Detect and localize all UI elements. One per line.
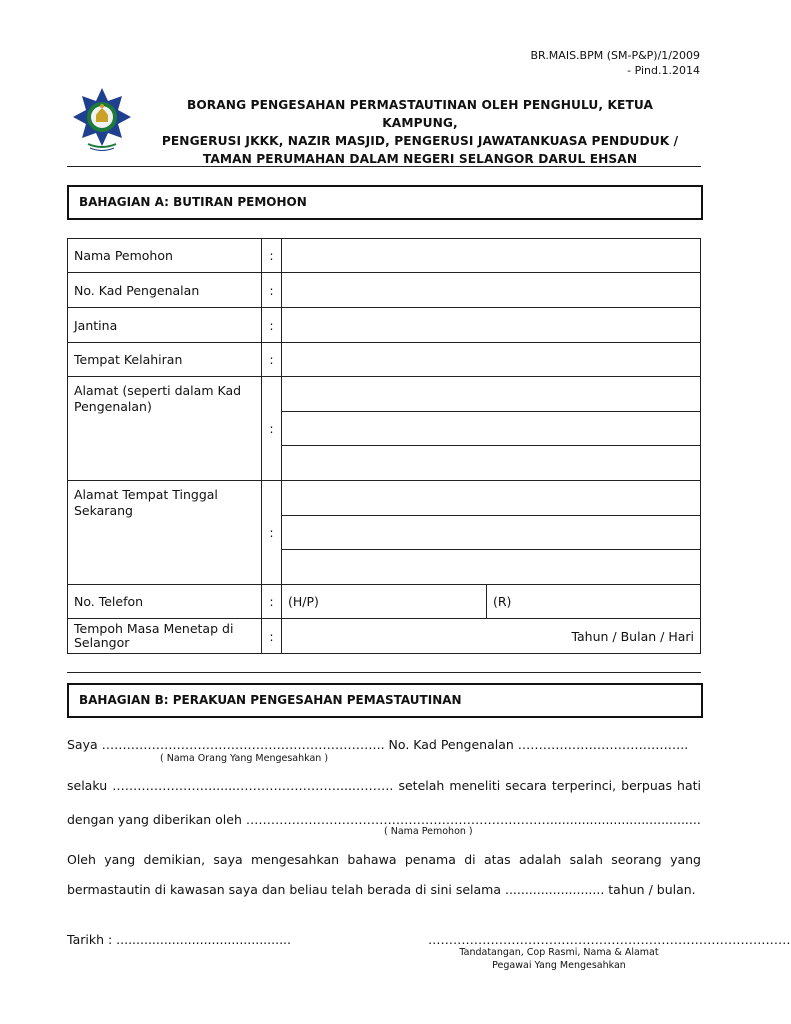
input-ic[interactable] — [282, 273, 701, 308]
input-tempat-lahir[interactable] — [282, 343, 701, 377]
input-telefon-r[interactable] — [487, 585, 701, 619]
label-alamat-sekarang: Alamat Tempat Tinggal Sekarang — [68, 481, 262, 585]
note-nama-pengesah: ( Nama Orang Yang Mengesahkan ) — [160, 753, 329, 764]
input-alamat-sekarang-line-3[interactable] — [282, 550, 701, 585]
note-nama-pemohon: ( Nama Pemohon ) — [384, 826, 473, 837]
form-revision: - Pind.1.2014 — [627, 64, 700, 77]
form-reference-code: BR.MAIS.BPM (SM-P&P)/1/2009 — [530, 49, 700, 62]
mais-crest-logo — [66, 84, 138, 154]
section-a-heading-box — [67, 185, 703, 220]
label-tempat-lahir: Tempat Kelahiran — [68, 343, 262, 377]
applicant-details-table: Nama Pemohon : No. Kad Pengenalan : Jantina : Tempat Kelahiran : Alamat (seperti dalam Kad Pengenalan) : Alamat Tempat Tinggal Sekarang : No. Telefon : (H/P) (R) Tempoh Masa Menetap di Selangor : Tahun / Bulan / Hari — [67, 238, 701, 654]
input-alamat-ic-line-2[interactable] — [282, 412, 701, 446]
duration-units: Tahun / Bulan / Hari — [571, 628, 694, 644]
input-telefon-hp[interactable] — [282, 585, 487, 619]
signature-label-2: Pegawai Yang Mengesahkan — [492, 960, 626, 971]
declaration-line-3: dengan yang diberikan oleh ……………………………………………………….………...................................... — [67, 812, 701, 827]
section-b-heading-box — [67, 683, 703, 718]
label-ic: No. Kad Pengenalan — [68, 273, 262, 308]
label-alamat-ic: Alamat (seperti dalam Kad Pengenalan) — [68, 377, 262, 481]
signature-line[interactable]: …………………………………………………………………………… — [428, 932, 791, 947]
declaration-line-1: Saya ………………………………………………………….. No. Kad Pengenalan ………………………………….. — [67, 737, 689, 752]
input-alamat-sekarang-line-1[interactable] — [282, 481, 701, 516]
header-divider — [67, 166, 701, 167]
label-tempoh: Tempoh Masa Menetap di Selangor — [68, 619, 262, 654]
form-title — [150, 96, 690, 168]
input-jantina[interactable] — [282, 308, 701, 343]
signature-label-1: Tandatangan, Cop Rasmi, Nama & Alamat — [459, 947, 659, 958]
input-alamat-sekarang-line-2[interactable] — [282, 516, 701, 550]
section-divider — [67, 672, 701, 673]
form-title-line-2: PENGERUSI JKKK, NAZIR MASJID, PENGERUSI JAWATANKUASA PENDUDUK / — [161, 134, 679, 148]
phone-hp-label: (H/P) — [288, 594, 319, 609]
label-telefon: No. Telefon — [68, 585, 262, 619]
label-nama-pemohon: Nama Pemohon — [68, 239, 262, 273]
form-title-line-3: TAMAN PERUMAHAN DALAM NEGERI SELANGOR DARUL EHSAN — [202, 152, 638, 166]
label-jantina: Jantina — [68, 308, 262, 343]
input-tempoh[interactable] — [282, 619, 701, 654]
declaration-line-5: bermastautin di kawasan saya dan beliau telah berada di sini selama ......................... tahun / bulan. — [67, 882, 696, 897]
tarikh-field[interactable]: Tarikh : ............................................ — [67, 932, 291, 947]
phone-r-label: (R) — [493, 594, 512, 609]
declaration-line-4: Oleh yang demikian, saya mengesahkan bahawa penama di atas adalah salah seorang yang — [67, 852, 701, 867]
form-title-line-1: BORANG PENGESAHAN PERMASTAUTINAN OLEH PENGHULU, KETUA KAMPUNG, — [186, 98, 654, 130]
declaration-line-2: selaku ……………………......……………………....………. setelah meneliti secara terperinci, berpuas hati — [67, 778, 701, 793]
input-nama-pemohon[interactable] — [282, 239, 701, 273]
section-a-heading: BAHAGIAN A: BUTIRAN PEMOHON — [79, 195, 307, 209]
input-alamat-ic-line-3[interactable] — [282, 446, 701, 481]
section-b-heading: BAHAGIAN B: PERAKUAN PENGESAHAN PEMASTAUTINAN — [79, 693, 462, 707]
input-alamat-ic-line-1[interactable] — [282, 377, 701, 412]
